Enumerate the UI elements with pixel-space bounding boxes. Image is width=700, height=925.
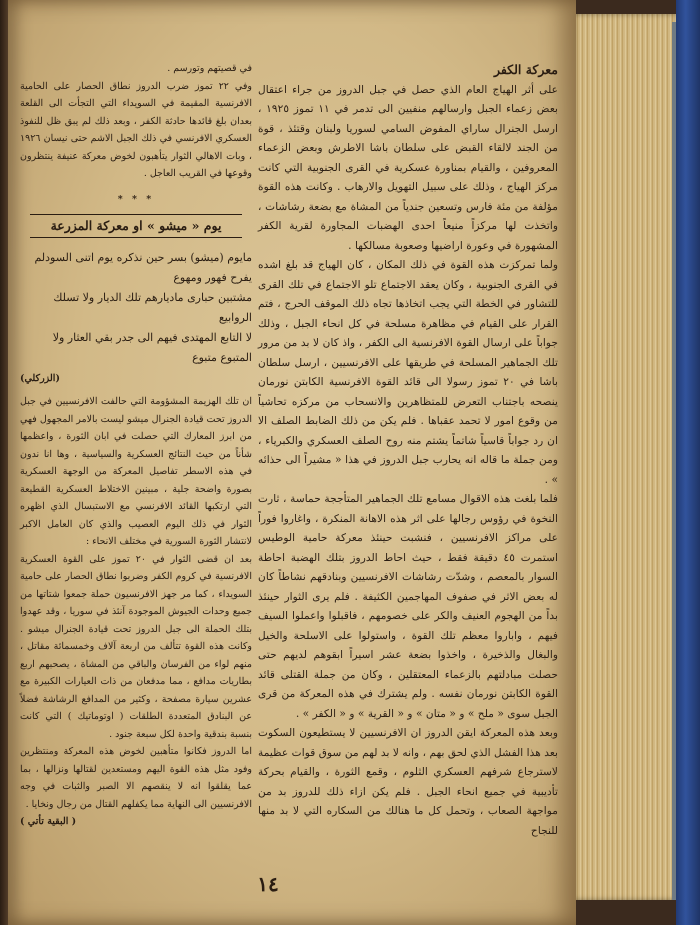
- paragraph: وبعد هذه المعركة ايقن الدروز ان الافرنسيين لا يستطيعون السكوت بعد هذا الفشل الذي لحق بهم ، وانه لا بد لهم من سوق قوات عظيمة لاسترجاع شرفهم العسكري الثلوم ، وقمع الثورة ، والقيام بحركة تأديبية في جميع انحاء الجبل . فلم يكن ازاء ذلك للدروز بد من مواجهة الصعاب ، وتحمل كل ما هنالك من السكاره التي لا بد منها للنجاح: [258, 726, 558, 837]
- poem-line: مايوم (ميشو) بسر حين نذكره يوم اتنى السودلم يفرح فهور ومهوع: [34, 250, 252, 284]
- poem-line: مشتبين حبارى ماديارهم تلك الديار ولا تسلك الروابيع: [53, 290, 252, 324]
- right-column: [258, 60, 558, 840]
- poet-name: (الزركلي): [20, 372, 60, 384]
- intro-paragraph: وفي ٢٢ تموز ضرب الدروز نطاق الحصار على الحامية الافرنسية المقيمة في السويداء التي التجأت الى القلعة بعدان بلغ قائدها حادثة الكفر ، وبعد ذلك لم يبق ظل للنفوذ العسكري الافرنسي في ذلك الجبل الاشم حتى نيسان ١٩٢٦ ، وبات الاهالي الثوار يتأهبون لخوض معركة عنيفة ينتظرون وقوعها في القريب العاجل .: [20, 80, 252, 179]
- paragraph: اما الدروز فكانوا متأهبين لخوض هذه المعركة ومنتظرين وفود مثل هذه القوة اليهم ومستعدين لقتالها ونزالها ، بما عما يقلقوا انه لا ينقصهم الا الصبر والثبات في وجه الافرنسيين الى النهاية مما يكفلهم القتال من رجال ونخايا .: [20, 746, 252, 810]
- page-stack-edge: [574, 14, 678, 900]
- book-cover: [676, 0, 700, 925]
- section-title: معركة الكفر: [493, 62, 558, 77]
- paragraph: بعد ان قضى الثوار في ٢٠ تموز على القوة العسكرية الافرنسية في كروم الكفر وضربوا نطاق الحصار على حامية السويداء ، كما مر جهز الافرنسيون حملة جمعوا شتاتها من جميع وحدات الجيوش الموجودة آنئذ في سوريا ، وقد عهدوا بتلك الحملة الى جبل الدروز تحت قيادة الجنرال ميشو . وكانت هذه القوة تتألف من اربعة آلاف وخمسمائة مقاتل ، منهم لواء من الفرسان والباقي من المشاة ، يصحبهم اربع بطاريات مدافع ، مما مدفعان من ذات العيارات الكبيرة مع عشرين سيارة مصفحة ، وكثير من المدافع الرشاشة فضلاً عن البنادق المتعددة الطلقات ( اوتوماتيك ) التي كانت بنسبة بندقية واحدة لكل سبعة جنود .: [20, 553, 253, 740]
- continued-note: ( البقية تأتي ): [20, 816, 77, 827]
- paragraph: فلما بلغت هذه الاقوال مسامع تلك الجماهير المتأججة حماسة ، ثارت النخوة في رؤوس رجالها على اثر هذه الاهانة المنكرة ، واغاروا فوراً على مراكز الافرنسيين ، فنشبت حينئذ معركة حامية الوطيس استمرت ٤٥ دقيقة فقط ، حيث احاط الدروز بتلك الهضبة احاطة السوار بالمعصم ، وشدّت رشاشات الافرنسيين وبنادقهم نشاطاً كان له بعض الاثر في صفوف المهاجمين الكثيفة . فلم يرى الثوار حينئذ بداً من الهجوم العنيف والكر على خصومهم ، فاقبلوا واعملوا السيف فيهم ، واباروا معظم تلك القوة ، واستولوا على الاسلحة والخيل والبغال والذخيرة ، واخذوا بضعة عشر اسيراً ابقوهم لديهم حتى حصلت مبادلتهم بالزعماء المعتقلين ، وكان من جملة القتلى قائد القوة الكابتن نورمان نفسه . ولم يشترك في هذه المعركة من قرى الجبل سوى « ملح » و « متان » و « القرية » و « الكفر » .: [258, 492, 559, 720]
- separator: * * *: [117, 193, 155, 205]
- intro-line: في قصيتهم وتورسم .: [167, 63, 252, 74]
- page-number: ١٤: [257, 872, 279, 896]
- poem-line: لا التابع المهتدى فيهم الى جدر بقي العثار ولا المتبوع متبوع: [52, 330, 252, 364]
- paragraph: ان تلك الهزيمة المشؤومة التي حالفت الافرنسيين في جبل الدروز تحت قيادة الجنرال ميشو ليست بالامر المجهول فهي من ابرز المعارك التي حصلت في ابان الثورة ، واعظمها شأناً من حيث النتائج العسكرية والسياسية ، وها انا ندون في هذه الاسطر تفاصيل المعركة من الوجهة العسكرية بصورة واضحة جلية ، مبينين الاختلاط العسكرية القطيعة التي ارتكبها القائد الافرنسي مع الاستبسال الذي اظهره الثوار في ذلك اليوم العصيب والذي كان العامل الاكبر لانتشار الثورة السورية في مختلف الانحاء :: [20, 396, 252, 547]
- paragraph: على أثر الهياج العام الذي حصل في جبل الدروز من جراء اعتقال بعض زعماء الجبل وارسالهم منفيين الى تدمر في ١١ تموز ١٩٢٥ ، ارسل الجنرال ساراي المفوض السامي لسوريا ولبنان وقتئذ ، قوة من الجند لالقاء القبض على سلطان باشا الاطرش وبعض الزعماء المعروفين ، والقيام بمناورة عسكرية في القرى الجنوبية التي كانت مركز الهياج ، وذلك على سبيل التهويل والارهاب . وكانت هذه القوة مؤلفة من مئة فارس وتسعين جندياً من المشاة مع بضعة رشاشات ، واتخذت لها مركزاً منيعاً احدى الهضبات المجاورة لقرية الكفر المشهورة في وعورة اراضيها وصعوبة مسالكها .: [258, 82, 558, 252]
- poem: [20, 248, 252, 368]
- subheading: يوم « ميشو » او معركة المزرعة: [30, 214, 242, 238]
- paragraph: ولما تمركزت هذه القوة في ذلك المكان ، كان الهياج قد بلغ اشده في القرى الجنوبية ، وكان يعقد الاجتماع تلو الاجتماع في تلك القرى للتشاور في الخطة التي يجب اتخاذها تجاه ذلك الموقف الحرج ، فتم القرار على القيام في مظاهرة مسلحة في كل انحاء الجبل ، وذلك جواباً على ارسال القوة الافرنسية الى الكفر ، واذ كان لا بد من مرور تلك الجماهير المسلحة في طريقها على الافرنسيين ، ارسل سلطان باشا في ٢٠ تموز رسولا الى قائد القوة الافرنسية الكابتن نورمان ينصحه باجتناب التعرض للمتظاهرين والانسحاب من مركزه تحاشياً من وقوع امور لا تحمد عقباها . فلم يكن من ذلك الضابط الصلف الا ان رد جواباً قاسياً شاتماً يشتم منه روح الصلف العسكري والكبرياء ، ومن جملة ما قاله انه يحارب جبل الدروز في هذا « مشيراً الى حذائه » .: [258, 258, 558, 486]
- left-column: [20, 60, 252, 831]
